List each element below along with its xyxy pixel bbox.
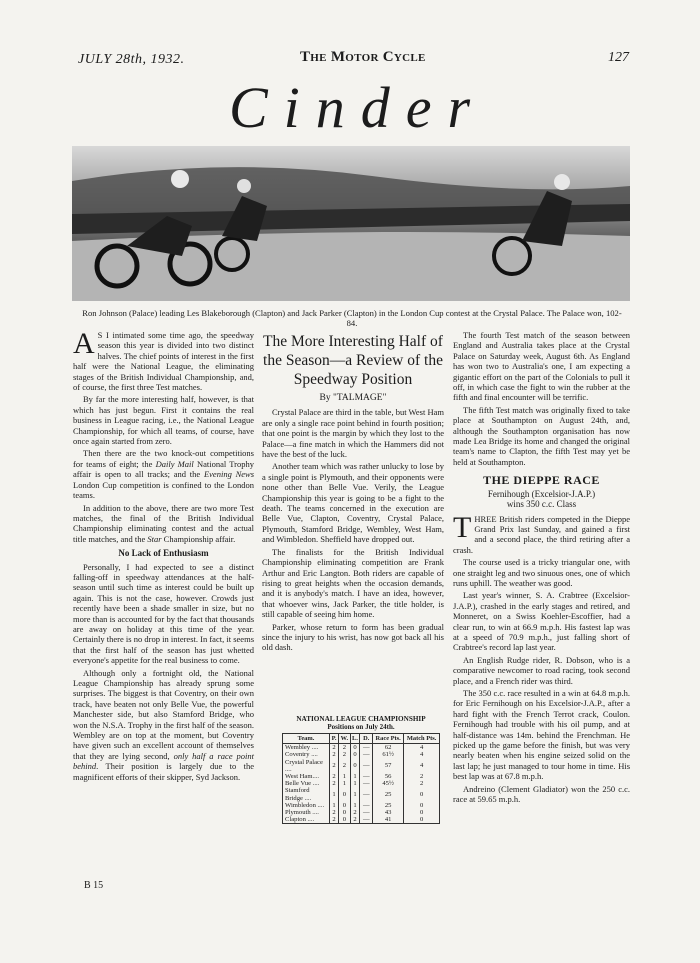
table-cell: 41	[373, 816, 404, 824]
table-cell: 1	[350, 780, 360, 787]
table-cell: 25	[373, 802, 404, 809]
paragraph: Parker, whose return to form has been gradual since the injury to his wrist, has now got back all his old dash.	[262, 621, 444, 653]
table-cell: 2	[330, 809, 339, 816]
table-cell: —	[360, 744, 373, 752]
table-row	[283, 802, 440, 809]
team-name-cell: Clapton ....	[283, 816, 330, 824]
table-row	[283, 759, 440, 773]
table-row	[283, 751, 440, 758]
column-header: Team.	[283, 734, 330, 744]
table-row	[283, 787, 440, 801]
team-name-cell: Coventry ....	[283, 751, 330, 758]
table-cell: 2	[350, 809, 360, 816]
table-cell: 0	[404, 787, 440, 801]
paragraph: An English Rudge rider, R. Dobson, who is a comparative newcomer to road racing, took second place, and a French rider was third.	[453, 654, 630, 686]
table-cell: —	[360, 787, 373, 801]
table-row	[283, 744, 440, 752]
paragraph: Last year's winner, S. A. Crabtree (Excelsior-J.A.P.), crashed in the early stages and retired, and Monneret, on a Swiss Koehler-Escoffier, had a clear run, to win at 66.9 m.p.h. His fastest lap was at a speed of 70.9 m.p.h., just falling short of Crabtree's record lap last year.	[453, 590, 630, 653]
paragraph: In addition to the above, there are two more Test matches, the final of the British Individual Championship eliminating contest and the actual title matches, and the Star Championship affair.	[73, 502, 254, 544]
table-cell: 1	[350, 802, 360, 809]
table-cell: 25	[373, 787, 404, 801]
column-center	[262, 330, 444, 655]
table-cell: 2	[339, 751, 350, 758]
table-cell: 2	[404, 773, 440, 780]
table-cell: 0	[339, 787, 350, 801]
column-left	[73, 327, 254, 784]
paragraph: The fourth Test match of the season between England and Australia takes place at the Crystal Palace on Saturday week, August 6th. As England has won two to Australia's one, I am expecting a gigantic effort on the part of the Colonials to pull it off, in which case the fight to win the rubber at the fifth and final encounter will be terrific.	[453, 330, 630, 403]
league-table-box	[282, 715, 440, 824]
issue-date: JULY 28th, 1932.	[78, 52, 185, 67]
table-cell: 0	[350, 744, 360, 752]
table-cell: 4	[404, 751, 440, 758]
paragraph: The fifth Test match was originally fixed to take place at Southampton on August 24th, and, although the Southampton organisation has now made Lea Bridge its home and changed the original team's name to Clapton, the fifth Test may yet be held at Southampton.	[453, 404, 630, 467]
byline: By "TALMAGE"	[319, 393, 387, 403]
column-right	[453, 330, 630, 806]
team-name-cell: Wimbledon ....	[283, 802, 330, 809]
column-header: L.	[352, 735, 358, 742]
paragraph: Personally, I had expected to see a distinct falling-off in speedway attendances at the half-season until such time as interest could be built up again. This is not the case, however. Crowds just recently have been a shade smaller in size, but no more than is accounted for by the fact that thousands are away on holiday at this time of the year. Certainly there is no drop in interest. In fact, it seems that the first half of the season has just whetted everyone's appetite for the real business to come.	[73, 561, 254, 666]
table-cell: 0	[404, 802, 440, 809]
dieppe-race-heading: THE DIEPPE RACE	[483, 473, 600, 488]
table-cell: 0	[339, 809, 350, 816]
table-cell: 0	[404, 809, 440, 816]
drop-cap: T	[453, 510, 472, 544]
table-subtitle: Positions on July 24th.	[327, 723, 395, 731]
table-cell: 0	[350, 759, 360, 773]
page-masthead: Cinder	[228, 75, 487, 140]
table-cell: —	[360, 773, 373, 780]
table-cell: 62	[373, 744, 404, 752]
paragraph: Then there are the two knock-out competitions for teams of eight; the Daily Mail National Trophy affair is open to all tracks; and the Evening News London Cup competition is confined to the London teams.	[73, 448, 254, 501]
paragraph: Another team which was rather unlucky to lose by a single point is Plymouth, and their opponents were none other than Belle Vue. Verily, the League Championship this year is going to be a fight to the death. The teams concerned in the execution are Belle Vue, Clapton, Coventry, Crystal Palace, Plymouth, Stamford Bridge, Wembley, West Ham, and Wimbledon. Sheffield have dropped out.	[262, 461, 444, 545]
column-header: Match Pts.	[404, 734, 440, 744]
table-cell: 45½	[373, 780, 404, 787]
paragraph: The 350 c.c. race resulted in a win at 64.8 m.p.h. for Eric Fernihough on his Excelsior-J.A.P., after a hard fight with the French Terrot crack, Coulon. Fernihough had trouble with his oil pump, and at half-distance was 14m. behind the Frenchman. He picked up the game before the finish, but was very nearly beaten when his engine seized solid on the last lap; he just managed to tour home in time. His best lap was at 67.8 m.p.h.	[453, 688, 630, 782]
column-header: W.	[339, 734, 350, 744]
intro-paragraph: A S I intimated some time ago, the speedway season this year is divided into two distinct halves. The chief points of interest in the first half were the National League, the eliminating stages of the British Individual Championship, and, of course, the first three Test matches.	[73, 327, 254, 393]
table-row	[283, 780, 440, 787]
table-cell: 43	[373, 809, 404, 816]
table-row	[283, 816, 440, 824]
table-cell: 1	[339, 773, 350, 780]
table-cell: 0	[404, 816, 440, 824]
folio-mark: B 15	[84, 880, 104, 891]
dieppe-race-subheading: Fernihough (Excelsior-J.A.P.) wins 350 c.c. Class	[487, 488, 596, 510]
table-cell: 2	[350, 816, 360, 824]
column-header: P.	[330, 734, 339, 744]
table-cell: —	[360, 809, 373, 816]
table-cell: 0	[339, 802, 350, 809]
table-cell: —	[360, 759, 373, 773]
table-header-row	[283, 734, 440, 744]
page-number: 127	[608, 50, 629, 65]
team-name-cell: Stamford Bridge ....	[283, 787, 330, 801]
team-name-cell: Crystal Palace ....	[283, 759, 330, 773]
magazine-logo: The Motor Cycle	[300, 49, 426, 65]
league-table	[282, 733, 440, 824]
table-cell: 57	[373, 759, 404, 773]
table-cell: 1	[350, 773, 360, 780]
table-cell: 2	[330, 751, 339, 758]
table-cell: 2	[330, 773, 339, 780]
paragraph: Crystal Palace are third in the table, but West Ham are only a single race point behind in fourth position; that one point is the margin by which they lost to the Palace—a fine match in which the Hammers did not have the best of the luck.	[262, 407, 444, 460]
table-cell: 0	[350, 751, 360, 758]
table-row	[283, 773, 440, 780]
table-cell: 4	[404, 744, 440, 752]
feature-headline: The More Interesting Half of the Season—a Review of the Speedway Position	[263, 333, 443, 388]
race-intro-paragraph: THREE British riders competed in the Dieppe Grand Prix last Sunday, and gained a first and a second place, the third retiring after a crash.	[453, 510, 630, 555]
table-cell: 2	[330, 780, 339, 787]
photo-caption: Ron Johnson (Palace) leading Les Blakeborough (Clapton) and Jack Parker (Clapton) in the London Cup contest at the Crystal Palace. The Palace won, 102-84.	[82, 308, 622, 328]
speedway-photo-image	[72, 146, 630, 301]
table-cell: 1	[330, 802, 339, 809]
paragraph: The finalists for the British Individual Championship eliminating competition are Frank Arthur and Eric Langton. Both riders are capable of rising to great heights when the occasion demands, and it is anybody's match. I have an idea, however, that whoever wins, Jack Parker, the title holder, is still capable of seeing him home.	[262, 546, 444, 620]
table-cell: 61½	[373, 751, 404, 758]
team-name-cell: Wembley ....	[283, 744, 330, 752]
table-cell: 56	[373, 773, 404, 780]
column-header: D.	[360, 734, 373, 744]
table-cell: 1	[339, 780, 350, 787]
table-cell: 1	[350, 787, 360, 801]
team-name-cell: Belle Vue ....	[283, 780, 330, 787]
table-cell: 2	[330, 816, 339, 824]
table-cell: 4	[404, 759, 440, 773]
table-cell: —	[360, 780, 373, 787]
drop-cap: A	[73, 327, 95, 360]
column-header: Race Pts.	[373, 734, 404, 744]
paragraph: By far the more interesting half, however, is that which has just begun. First it contains the real business in League racing, i.e., the National League Championship, for which all teams, of course, have once again started from zero.	[73, 394, 254, 447]
table-cell: —	[360, 816, 373, 824]
table-cell: 2	[339, 759, 350, 773]
table-cell: 2	[404, 780, 440, 787]
table-cell: 2	[330, 759, 339, 773]
table-cell: —	[360, 802, 373, 809]
table-cell: —	[360, 751, 373, 758]
table-cell: 1	[330, 787, 339, 801]
table-cell: 2	[339, 744, 350, 752]
section-subheading: No Lack of Enthusiasm	[118, 548, 209, 559]
table-cell: 0	[339, 816, 350, 824]
team-name-cell: West Ham....	[283, 773, 330, 780]
table-cell: 2	[330, 744, 339, 752]
table-row	[283, 809, 440, 816]
table-title: NATIONAL LEAGUE CHAMPIONSHIP	[296, 715, 426, 723]
paragraph: Although only a fortnight old, the National League Championship has already sprung some surprises. The biggest is that Coventry, on their own track, have beaten not only Belle Vue, the powerful Manchester side, but also Stamford Bridge, who won the N.S.A. Trophy in the first half of the season. Wembley are on top at the moment, but Coventry have given such an excellent account of themselves that they are lying second, only half a race point behind. Their position is largely due to the magnificent efforts of their skipper, Syd Jackson.	[73, 667, 254, 782]
paragraph: The course used is a tricky triangular one, with one straight leg and two sinuous ones, one of which runs uphill. The weather was good.	[453, 557, 630, 588]
speedway-photo	[72, 146, 630, 301]
team-name-cell: Plymouth ....	[283, 809, 330, 816]
paragraph: Andreino (Clement Gladiator) won the 250 c.c. race at 59.65 m.p.h.	[453, 783, 630, 805]
